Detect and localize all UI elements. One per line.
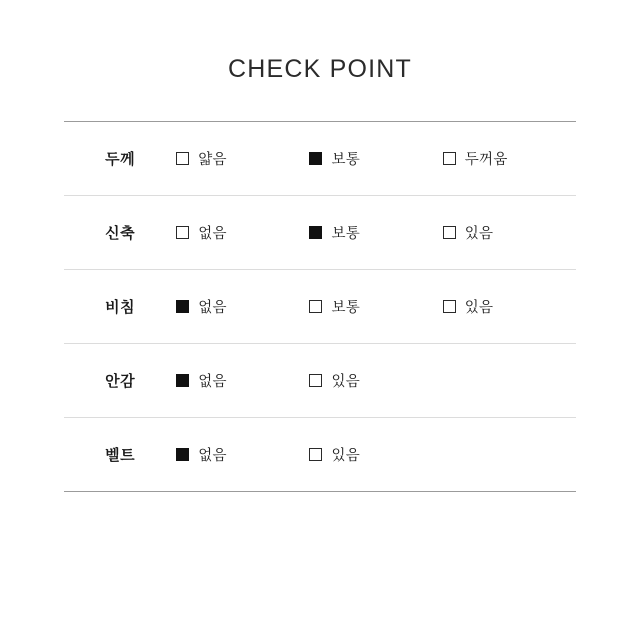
row-label: 안감 — [105, 373, 136, 390]
check-point-table — [64, 121, 576, 492]
option-cell — [309, 196, 442, 270]
checkbox-empty-icon[interactable] — [443, 226, 456, 239]
option-cell — [176, 418, 309, 492]
checkbox-empty-icon[interactable] — [443, 152, 456, 165]
option-label: 보통 — [331, 225, 361, 242]
checkbox-empty-icon[interactable] — [309, 374, 322, 387]
option-cell — [443, 196, 576, 270]
checkbox-option[interactable] — [176, 148, 227, 169]
checkbox-option[interactable] — [176, 296, 227, 317]
option-cell — [309, 344, 442, 418]
option-label: 있음 — [464, 299, 494, 316]
option-label: 없음 — [198, 225, 227, 242]
option-cell — [309, 122, 442, 196]
option-cell — [176, 122, 309, 196]
checkbox-option[interactable] — [176, 370, 227, 391]
table-row — [64, 418, 576, 492]
checkbox-empty-icon[interactable] — [176, 152, 189, 165]
table-row — [64, 122, 576, 196]
checkbox-option[interactable] — [309, 370, 360, 391]
checkbox-empty-icon[interactable] — [443, 300, 456, 313]
option-label: 두꺼움 — [464, 151, 508, 168]
option-label: 얇음 — [198, 151, 227, 168]
checkbox-option[interactable] — [309, 444, 360, 465]
option-label: 있음 — [331, 373, 361, 390]
checkbox-empty-icon[interactable] — [309, 300, 322, 313]
checkbox-empty-icon[interactable] — [176, 226, 189, 239]
option-cell — [443, 270, 576, 344]
checkbox-option[interactable] — [176, 222, 227, 243]
row-label: 두께 — [105, 151, 136, 168]
option-cell — [309, 270, 442, 344]
checkbox-option[interactable] — [309, 296, 360, 317]
option-cell — [443, 122, 576, 196]
checkbox-option[interactable] — [443, 222, 494, 243]
check-point-table-wrap — [64, 84, 576, 492]
table-row — [64, 270, 576, 344]
checkbox-option[interactable] — [309, 222, 360, 243]
page-title: CHECK POINT — [227, 55, 413, 83]
checkbox-checked-icon[interactable] — [309, 152, 322, 165]
table-row — [64, 344, 576, 418]
option-cell — [176, 270, 309, 344]
checkbox-option[interactable] — [176, 444, 227, 465]
checkbox-checked-icon[interactable] — [176, 448, 189, 461]
row-label: 벨트 — [105, 447, 136, 464]
option-cell — [176, 196, 309, 270]
checkbox-checked-icon[interactable] — [309, 226, 322, 239]
option-cell — [309, 418, 442, 492]
checkbox-empty-icon[interactable] — [309, 448, 322, 461]
option-label: 보통 — [331, 299, 361, 316]
checkbox-checked-icon[interactable] — [176, 374, 189, 387]
option-label: 없음 — [198, 299, 227, 316]
table-row — [64, 196, 576, 270]
empty-cell — [443, 418, 576, 492]
row-label: 신축 — [105, 225, 136, 242]
checkbox-option[interactable] — [309, 148, 360, 169]
option-label: 있음 — [464, 225, 494, 242]
option-label: 있음 — [331, 447, 361, 464]
option-label: 없음 — [198, 447, 227, 464]
checkbox-option[interactable] — [443, 296, 494, 317]
option-cell — [176, 344, 309, 418]
option-label: 보통 — [331, 151, 361, 168]
checkbox-checked-icon[interactable] — [176, 300, 189, 313]
checkbox-option[interactable] — [443, 148, 508, 169]
row-label: 비침 — [105, 299, 136, 316]
option-label: 없음 — [198, 373, 227, 390]
empty-cell — [443, 344, 576, 418]
check-point-table-body — [64, 122, 576, 492]
